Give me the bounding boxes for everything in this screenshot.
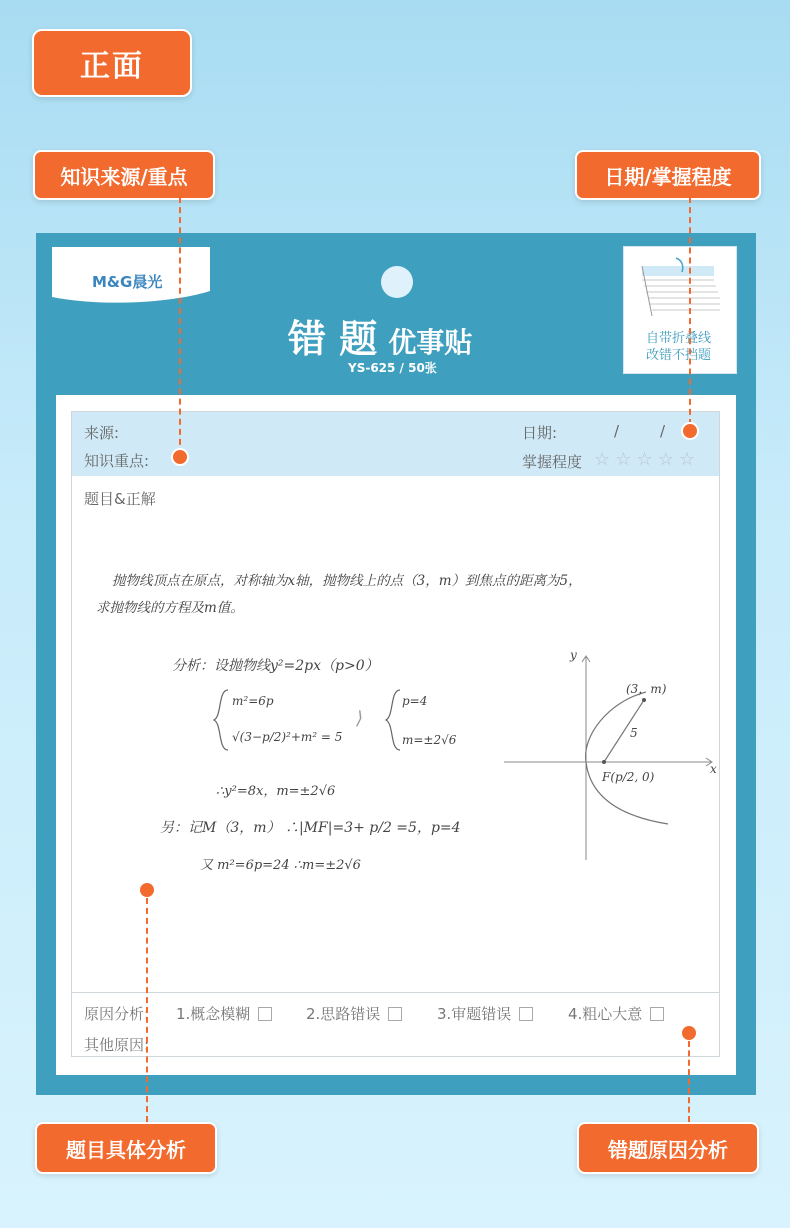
hang-hole [381, 266, 413, 298]
callout-question-analysis-label: 题目具体分析 [66, 1137, 186, 1162]
reason-option-label: 4.粗心大意 [568, 1005, 643, 1023]
front-tag [32, 29, 192, 97]
solution-analysis: 分析：设抛物线y²=2px（p>0） [172, 658, 379, 674]
leader-line-question [146, 898, 148, 1122]
front-label: 正面 [80, 49, 144, 84]
implies-arrow: ⟩ [356, 708, 364, 729]
reason-option-label: 3.审题错误 [437, 1005, 512, 1023]
mastery-label: 掌握程度 [522, 453, 583, 471]
graph-point-label: (3，m) [626, 682, 667, 696]
solution-conclusion: ∴y²=8x，m=±2√6 [216, 784, 336, 799]
problem-line-2: 求抛物线的方程及m值。 [96, 600, 244, 616]
reason-option-label: 2.思路错误 [306, 1005, 381, 1023]
focus-point [602, 760, 606, 764]
marker-dot-reason [680, 1024, 698, 1042]
checkbox[interactable] [388, 1007, 402, 1021]
solution-also: 又 m²=6p=24 ∴m=±2√6 [200, 858, 361, 873]
star-icon: ☆ [678, 449, 696, 470]
mastery-stars [594, 449, 695, 470]
key-point-label: 知识重点: [84, 452, 150, 470]
question-label: 题目&正解 [84, 490, 156, 508]
problem-line-1: 抛物线顶点在原点，对称轴为x轴，抛物线上的点（3，m）到焦点的距离为5， [112, 573, 582, 589]
star-icon: ☆ [594, 449, 611, 470]
star-icon: ☆ [615, 449, 632, 470]
date-label: 日期: [522, 424, 558, 442]
result-equation-1: p=4 [402, 694, 428, 708]
callout-error-reason [577, 1122, 759, 1174]
checkbox[interactable] [519, 1007, 533, 1021]
point-m [642, 698, 646, 702]
graph-x-label: x [710, 762, 717, 776]
fold-badge-line1: 自带折叠线 [646, 331, 712, 346]
graph-y-label: y [570, 648, 577, 662]
product-model: YS-625 / 50张 [348, 361, 437, 375]
marker-dot-date [681, 422, 699, 440]
reason-option-1[interactable] [176, 1003, 272, 1024]
callout-date-mastery-label: 日期/掌握程度 [604, 164, 732, 189]
system-brace-left [210, 688, 232, 752]
reason-divider [72, 992, 719, 993]
fold-badge-line2: 改错不挡题 [646, 348, 712, 363]
system-brace-right [382, 688, 404, 752]
system-equation-2: √(3−p/2)²+m² = 5 [232, 730, 343, 744]
parabola-curve [586, 692, 668, 824]
product-title-row [288, 308, 472, 363]
checkbox[interactable] [650, 1007, 664, 1021]
callout-source-key-point [33, 150, 215, 200]
marker-dot-question [138, 881, 156, 899]
graph-focus-label: F(p/2, 0) [602, 770, 655, 784]
parabola-graph [498, 646, 720, 866]
source-label: 来源: [84, 424, 120, 442]
reason-option-3[interactable] [437, 1003, 533, 1024]
product-subtitle: 优事贴 [388, 326, 473, 359]
other-reason-label: 其他原因: [84, 1036, 150, 1054]
result-equation-2: m=±2√6 [402, 733, 457, 747]
checkbox[interactable] [258, 1007, 272, 1021]
date-separator-1: / [614, 422, 620, 440]
graph-distance-label: 5 [630, 726, 638, 740]
date-separator-2: / [660, 422, 666, 440]
callout-error-reason-label: 错题原因分析 [608, 1137, 728, 1162]
marker-dot-source [171, 448, 189, 466]
callout-date-mastery [575, 150, 761, 200]
leader-line-date [689, 197, 691, 425]
reason-option-2[interactable] [306, 1003, 402, 1024]
product-title: 错 题 [288, 317, 378, 361]
system-equation-1: m²=6p [232, 694, 274, 708]
brand-logo-text: M&G晨光 [92, 273, 163, 291]
fold-line-icon [636, 256, 722, 322]
callout-question-analysis [35, 1122, 217, 1174]
star-icon: ☆ [657, 449, 674, 470]
solution-alternative: 另：记M（3，m） ∴|MF|=3+ p/2 =5，p=4 [160, 820, 461, 836]
leader-line-source [179, 197, 181, 455]
reason-option-label: 1.概念模糊 [176, 1005, 251, 1023]
reason-option-4[interactable] [568, 1003, 664, 1024]
star-icon: ☆ [636, 449, 653, 470]
callout-source-key-point-label: 知识来源/重点 [60, 164, 188, 189]
reason-label: 原因分析: [84, 1005, 150, 1023]
focal-segment [604, 700, 644, 762]
leader-line-reason [688, 1041, 690, 1122]
